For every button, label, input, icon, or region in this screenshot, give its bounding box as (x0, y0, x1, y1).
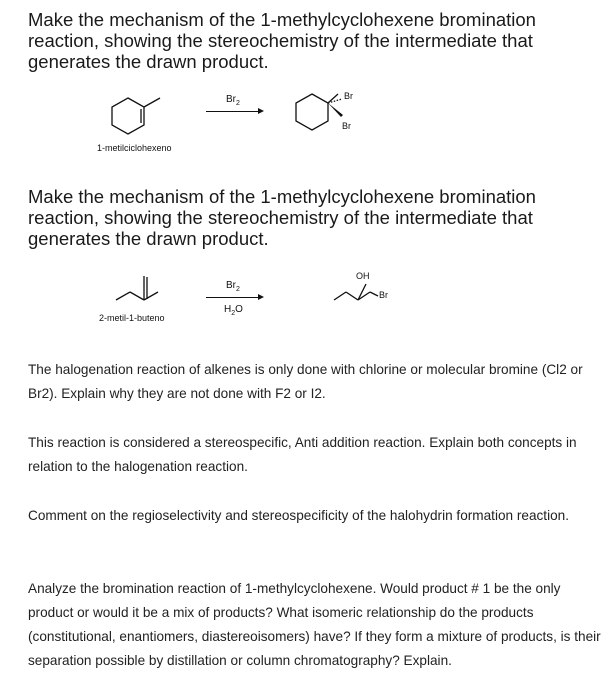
product-1-br-bottom: Br (342, 121, 351, 131)
reagent-2-h-subscript: 2 (231, 310, 236, 317)
reaction-2-reagent-bottom (224, 304, 243, 317)
reagent-2-br: Br (226, 280, 236, 291)
question-paragraph: The halogenation reaction of alkenes is only done with chlorine or molecular bromine (Cl2 or Br2). Explain why they are not done with F2 or I2. (28, 362, 583, 401)
reagent-br: Br (226, 94, 236, 105)
question-2-heading: Make the mechanism of the 1-methylcyclohexene bromination reaction, showing the stereochemistry of the intermediate that generates the drawn product. (28, 186, 536, 249)
product-2-br: Br (379, 290, 388, 300)
question-1-heading: Make the mechanism of the 1-methylcyclohexene bromination reaction, showing the stereochemistry of the intermediate that generates the drawn product. (28, 9, 536, 72)
reaction-1-arrow (206, 111, 262, 112)
question-paragraph: Analyze the bromination reaction of 1-methylcyclohexene. Would product # 1 be the only product or would it be a mix of products? What isomeric relationship do the products (constitutional, enantiomers, diastereoisomers) have? If they form a mixture of products, is their separation possible by distillation or column chromatography? Explain. (28, 581, 601, 668)
reagent-2-br-subscript: 2 (236, 286, 240, 293)
reactant-1-label: 1-metilciclohexeno (97, 143, 172, 153)
reagent-2-o: O (235, 304, 243, 315)
methylbutene-structure (112, 272, 172, 306)
reaction-2-reagent-top (226, 280, 240, 293)
reaction-2-arrow (206, 297, 262, 298)
reagent-2-h: H (224, 304, 232, 315)
product-2-oh: OH (356, 271, 370, 281)
reactant-2-label: 2-metil-1-buteno (99, 313, 165, 323)
reagent-subscript: 2 (236, 100, 240, 107)
methylcyclohexene-structure (110, 88, 170, 136)
product-1-br-top: Br (344, 91, 353, 101)
question-paragraph: This reaction is considered a stereospecific, Anti addition reaction. Explain both concepts in relation to the halogenation reaction. (28, 435, 577, 474)
question-paragraph: Comment on the regioselectivity and stereospecificity of the halohydrin formation reaction. (28, 508, 570, 523)
reaction-1-reagent (226, 94, 240, 107)
